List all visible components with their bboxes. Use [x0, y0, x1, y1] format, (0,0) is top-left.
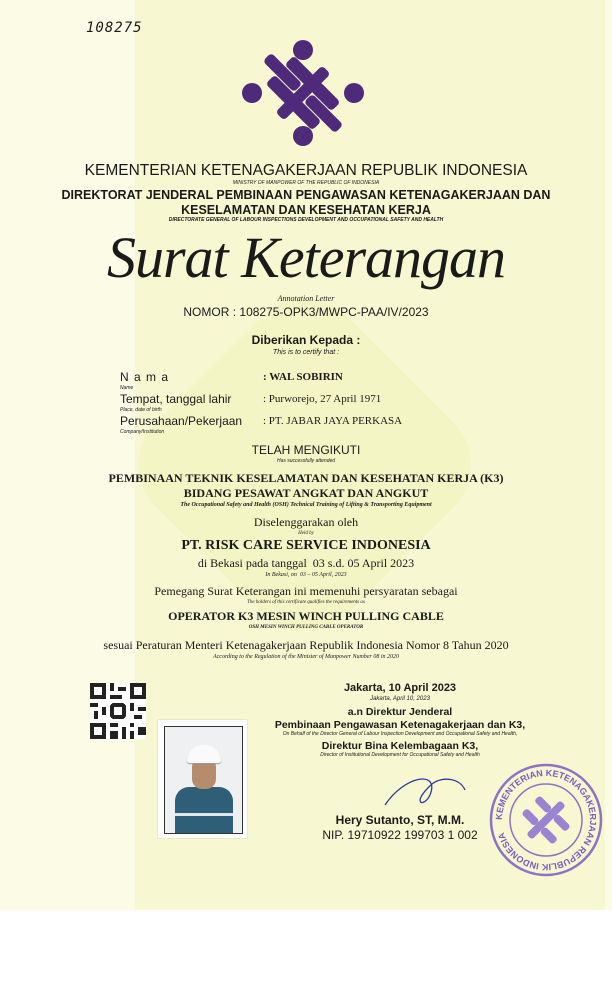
document-number: NOMOR : 108275-OPK3/MWPC-PAA/IV/2023 — [183, 305, 429, 319]
photo-body — [175, 787, 233, 834]
dg-title-en: On Behalf of the Director General of Labour Inspection Development and Occupational Safety and Health, — [282, 731, 518, 737]
training-en: The Occupational Safety and Health (OSH) Technical Training of Lifting & Transporting Equipment — [180, 502, 432, 508]
field-label-name-en: Name — [120, 385, 134, 391]
director-title: Direktur Bina Kelembagaan K3, — [321, 740, 479, 752]
directorate-line1: DIREKTORAT JENDERAL PEMBINAAN PENGAWASAN KETENAGAKERJAAN DAN — [61, 188, 551, 202]
director-title-en: Director of Institutional Development for Occupational Safety and Health — [320, 752, 480, 758]
holder-statement-en: The holders of this certificate qualifies the requirements as — [247, 600, 365, 605]
dg-title: Pembinaan Pengawasan Ketenagakerjaan dan K3, — [274, 719, 526, 731]
field-label-company-en: Company/Institution — [120, 429, 165, 435]
attended: TELAH MENGIKUTI — [251, 443, 361, 457]
field-label-birth: Tempat, tanggal lahir — [120, 392, 232, 406]
field-label-company: Perusahaan/Pekerjaan — [120, 414, 243, 428]
directorate-line2: KESELAMATAN DAN KESEHATAN KERJA — [181, 203, 431, 217]
holder-photo — [158, 720, 247, 838]
place-date-en: In Bekasi, on 03 – 05 April, 2023 — [265, 572, 347, 578]
field-value-name: : WAL SOBIRIN — [263, 371, 343, 383]
regulation-en: According to the Regulation of the Minister of Manpower Number 08 in 2020 — [212, 654, 400, 660]
training-line1: PEMBINAAN TEKNIK KESELAMATAN DAN KESEHATAN KERJA (K3) — [108, 471, 504, 485]
serial-number: 108275 — [86, 20, 143, 36]
sign-date-en: Jakarta, April 10, 2023 — [370, 696, 430, 702]
photo-reflective-stripe — [175, 813, 233, 816]
sign-date: Jakarta, 10 April 2023 — [343, 682, 457, 694]
field-value-birth: : Purworejo, 27 April 1971 — [263, 393, 382, 405]
photo-image — [164, 726, 243, 834]
field-label-birth-en: Place, date of birth — [120, 407, 162, 413]
ministry-name: KEMENTERIAN KETENAGAKERJAAN REPUBLIK INDONESIA — [84, 162, 528, 179]
holder-statement: Pemegang Surat Keterangan ini memenuhi persyaratan sebagai — [154, 584, 458, 598]
document-title: Surat Keterangan — [106, 225, 506, 290]
on-behalf: a.n Direktur Jenderal — [347, 706, 453, 718]
held-by-en: Held by — [298, 531, 314, 536]
qualification: OPERATOR K3 MESIN WINCH PULLING CABLE — [168, 609, 444, 623]
place-date: di Bekasi pada tanggal 03 s.d. 05 April 2023 — [197, 556, 415, 570]
signature-scribble-icon — [380, 770, 470, 810]
field-label-name: N a m a — [120, 370, 170, 384]
ministry-logo-icon — [242, 40, 364, 146]
held-by: Diselenggarakan oleh — [253, 515, 359, 529]
field-value-company: : PT. JABAR JAYA PERKASA — [263, 415, 403, 427]
signatory-name: Hery Sutanto, ST, M.M. — [335, 813, 465, 827]
attended-en: Has successfully attended — [276, 458, 336, 464]
organizer: PT. RISK CARE SERVICE INDONESIA — [181, 538, 431, 553]
qualification-en: OSH MESIN WINCH PULLING CABLE OPERATOR — [248, 625, 364, 630]
training-line2: BIDANG PESAWAT ANGKAT DAN ANGKUT — [183, 486, 429, 500]
stamp-text: KEMENTERIAN KETENAGAKERJAAN REPUBLIK INDONESIA — [493, 767, 599, 873]
regulation: sesuai Peraturan Menteri Ketenagakerjaan Republik Indonesia Nomor 8 Tahun 2020 — [103, 638, 509, 652]
given-to: Diberikan Kepada : — [251, 333, 361, 347]
qr-code-icon — [90, 683, 146, 739]
signatory-nip: NIP. 19710922 199703 1 002 — [322, 828, 478, 842]
given-to-en: This is to certify that : — [272, 349, 340, 356]
ministry-name-en: MINISTRY OF MANPOWER OF THE REPUBLIC OF INDONESIA — [232, 180, 380, 186]
photo-helmet — [187, 745, 221, 763]
directorate-en: DIRECTORATE GENERAL OF LABOUR INSPECTIONS DEVELOPMENT AND OCCUPATIONAL SAFETY AND HEALTH — [168, 217, 444, 223]
document-title-en: Annotation Letter — [277, 294, 335, 303]
